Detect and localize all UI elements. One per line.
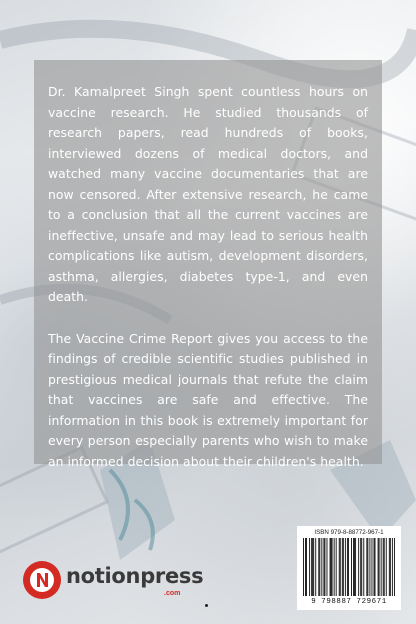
barcode-bar	[324, 538, 325, 596]
barcode	[303, 538, 395, 596]
barcode-box	[297, 526, 401, 610]
notionpress-logo-icon	[22, 560, 62, 600]
barcode-bar	[389, 538, 390, 596]
barcode-bar	[367, 538, 368, 596]
barcode-bar	[386, 538, 387, 596]
barcode-bar	[381, 538, 382, 596]
barcode-bar	[347, 538, 348, 596]
barcode-bar	[336, 538, 337, 596]
barcode-bar	[340, 538, 341, 596]
barcode-bar	[318, 538, 319, 596]
barcode-bar	[321, 538, 322, 596]
barcode-bar	[369, 538, 370, 596]
publisher-logo	[22, 560, 222, 604]
barcode-bar	[351, 538, 352, 596]
barcode-bar	[319, 538, 320, 596]
barcode-digits: 9 798887 729671	[311, 598, 387, 606]
barcode-bar	[379, 538, 380, 596]
barcode-bar	[394, 538, 395, 596]
barcode-bar	[371, 538, 372, 596]
barcode-bar	[332, 538, 333, 596]
barcode-bar	[313, 538, 314, 596]
publisher-name: notionpress	[66, 564, 204, 588]
barcode-bar	[327, 538, 328, 596]
barcode-bar	[339, 538, 340, 596]
isbn-label: ISBN 979-8-88772-967-1	[314, 529, 384, 536]
barcode-bar	[353, 538, 354, 596]
barcode-bar	[305, 538, 306, 596]
barcode-bar	[383, 538, 384, 596]
barcode-bar	[343, 538, 344, 596]
barcode-bar	[315, 538, 316, 596]
barcode-bar	[323, 538, 324, 596]
barcode-bar	[342, 538, 343, 596]
barcode-bar	[366, 538, 367, 596]
blurb	[48, 82, 368, 472]
barcode-bar	[303, 538, 304, 596]
barcode-bar	[378, 538, 379, 596]
blurb-paragraph-2: The Vaccine Crime Report gives you access to the findings of credible scientific studies published in prestigious medical journals that refute the claim that vaccines are safe and effective. The information in this book is extremely important for every person especially parents who wish to make an informed decision about their children's health.	[48, 330, 368, 469]
cover-dot	[205, 604, 208, 607]
barcode-bar	[348, 538, 349, 596]
barcode-bar	[361, 538, 362, 596]
barcode-bar	[309, 538, 310, 596]
barcode-bar	[358, 538, 359, 596]
barcode-bar	[375, 538, 376, 596]
barcode-bar	[330, 538, 331, 596]
barcode-bar	[345, 538, 346, 596]
barcode-bar	[355, 538, 356, 596]
publisher-suffix: .com	[164, 590, 181, 597]
barcode-bar	[354, 538, 355, 596]
barcode-bar	[334, 538, 335, 596]
barcode-bar	[374, 538, 375, 596]
barcode-bar	[392, 538, 393, 596]
barcode-bar	[390, 538, 391, 596]
barcode-bar	[312, 538, 313, 596]
blurb-paragraph-1: Dr. Kamalpreet Singh spent countless hours on vaccine research. He studied thousands of research papers, read hundreds of books, interviewed dozens of medical doctors, and watched many vaccine documentaries that are now censored. After extensive research, he came to a conclusion that all the current vaccines are ineffective, unsafe and may lead to serious health complications like autism, development disorders, asthma, allergies, diabetes type-1, and even death.	[48, 84, 368, 304]
barcode-bar	[360, 538, 361, 596]
barcode-bar	[384, 538, 385, 596]
barcode-bar	[306, 538, 307, 596]
barcode-bar	[363, 538, 364, 596]
barcode-bar	[311, 538, 312, 596]
barcode-bar	[331, 538, 332, 596]
